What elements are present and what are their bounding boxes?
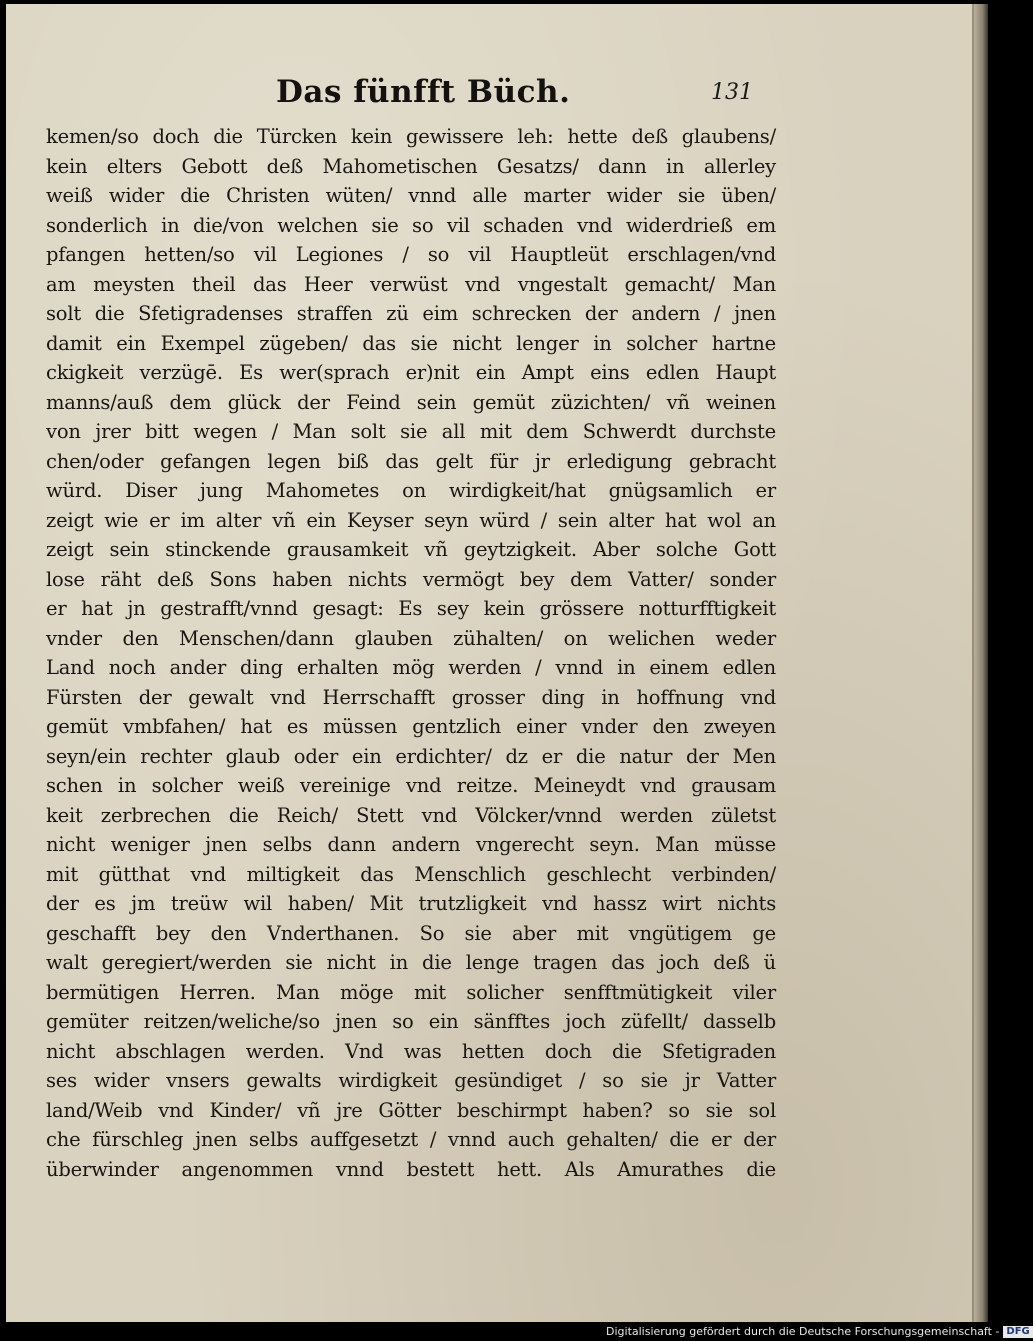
text-line: gemüt vmbfahen/ hat es müssen gentzlich einer vnder den zweyen [46,715,776,738]
text-line: chen/oder gefangen legen biß das gelt für jr erledigung gebracht [46,449,776,473]
text-line: land/Weib vnd Kinder/ vñ jre Götter beschirmpt haben? so sie sol [46,1098,776,1122]
body-text [46,122,776,1184]
digitization-credit [606,1325,1033,1339]
page-number: 131 [711,80,753,105]
text-line: er hat jn gestrafft/vnnd gesagt: Es sey kein grössere notturfftigkeit [46,597,776,620]
page-edge [974,4,988,1322]
text-line: Fürsten der gewalt vnd Herrschafft grosser ding in hoffnung vnd [46,685,776,709]
text-line: keit zerbrechen die Reich/ Stett vnd Völcker/vnnd werden zületst [46,803,776,827]
text-line: geschafft bey den Vnderthanen. So sie aber mit vngütigem ge [46,921,776,945]
text-line: weiß wider die Christen wüten/ vnnd alle marter wider sie üben/ [46,184,776,207]
text-line: kein elters Gebott deß Mahometischen Gesatzs/ dann in allerley [46,154,776,178]
text-line: gemüter reitzen/weliche/so jnen so ein sänfftes joch züfellt/ dasselb [46,1010,776,1033]
text-line: lose räht deß Sons haben nichts vermögt bey dem Vatter/ sonder [46,567,776,591]
text-line: am meysten theil das Heer verwüst vnd vngestalt gemacht/ Man [46,272,776,296]
text-line: von jrer bitt wegen / Man solt sie all mit dem Schwerdt durchste [46,420,776,443]
text-line: che fürschleg jnen selbs auffgesetzt / vnnd auch gehalten/ die er der [46,1128,776,1151]
text-line: manns/auß dem glück der Feind sein gemüt züzichten/ vñ weinen [46,390,776,414]
text-line: kemen/so doch die Türcken kein gewissere leh: hette deß glaubens/ [46,125,776,148]
text-line: sonderlich in die/von welchen sie so vil schaden vnd widerdrieß em [46,213,776,237]
page-header [276,74,796,114]
text-line: Land noch ander ding erhalten mög werden / vnnd in einem edlen [46,656,776,679]
text-line: zeigt sein stinckende grausamkeit vñ geytzigkeit. Aber solche Gott [46,538,776,561]
text-line: bermütigen Herren. Man möge mit solicher senfftmütigkeit viler [46,980,776,1004]
text-line: zeigt wie er im alter vñ ein Keyser seyn würd / sein alter hat wol an [46,508,776,532]
text-line: überwinder angenommen vnnd bestett hett. Als Amurathes die [46,1157,776,1181]
book-page [6,4,974,1322]
text-line: ses wider vnsers gewalts wirdigkeit gesündiget / so sie jr Vatter [46,1069,776,1092]
text-line: seyn/ein rechter glaub oder ein erdichter/ dz er die natur der Men [46,744,776,768]
text-line: vnder den Menschen/dann glauben zühalten/ on welichen weder [46,626,776,650]
running-title: Das fünfft Büch. [276,74,571,110]
text-line: mit gütthat vnd miltigkeit das Menschlich geschlecht verbinden/ [46,862,776,886]
text-line: damit ein Exempel zügeben/ das sie nicht lenger in solcher hartne [46,331,776,355]
credit-text: Digitalisierung gefördert durch die Deutsche Forschungsgemeinschaft - [606,1325,1000,1338]
text-line: pfangen hetten/so vil Legiones / so vil Hauptleüt erschlagen/vnd [46,243,776,266]
text-line: der es jm treüw wil haben/ Mit trutzligkeit vnd hassz wirt nichts [46,892,776,915]
text-line: solt die Sfetigradenses straffen zü eim schrecken der andern / jnen [46,302,776,325]
text-line: würd. Diser jung Mahometes on wirdigkeit/hat gnügsamlich er [46,479,776,502]
text-line: nicht weniger jnen selbs dann andern vngerecht seyn. Man müsse [46,833,776,856]
text-line: schen in solcher weiß vereinige vnd reitze. Meineydt vnd grausam [46,774,776,797]
text-line: nicht abschlagen werden. Vnd was hetten doch die Sfetigraden [46,1039,776,1063]
text-line: walt geregiert/werden sie nicht in die lenge tragen das joch deß ü [46,951,776,974]
text-line: ckigkeit verzügē. Es wer(sprach er)nit ein Ampt eins edlen Haupt [46,361,776,384]
dfg-logo: DFG [1003,1326,1032,1338]
